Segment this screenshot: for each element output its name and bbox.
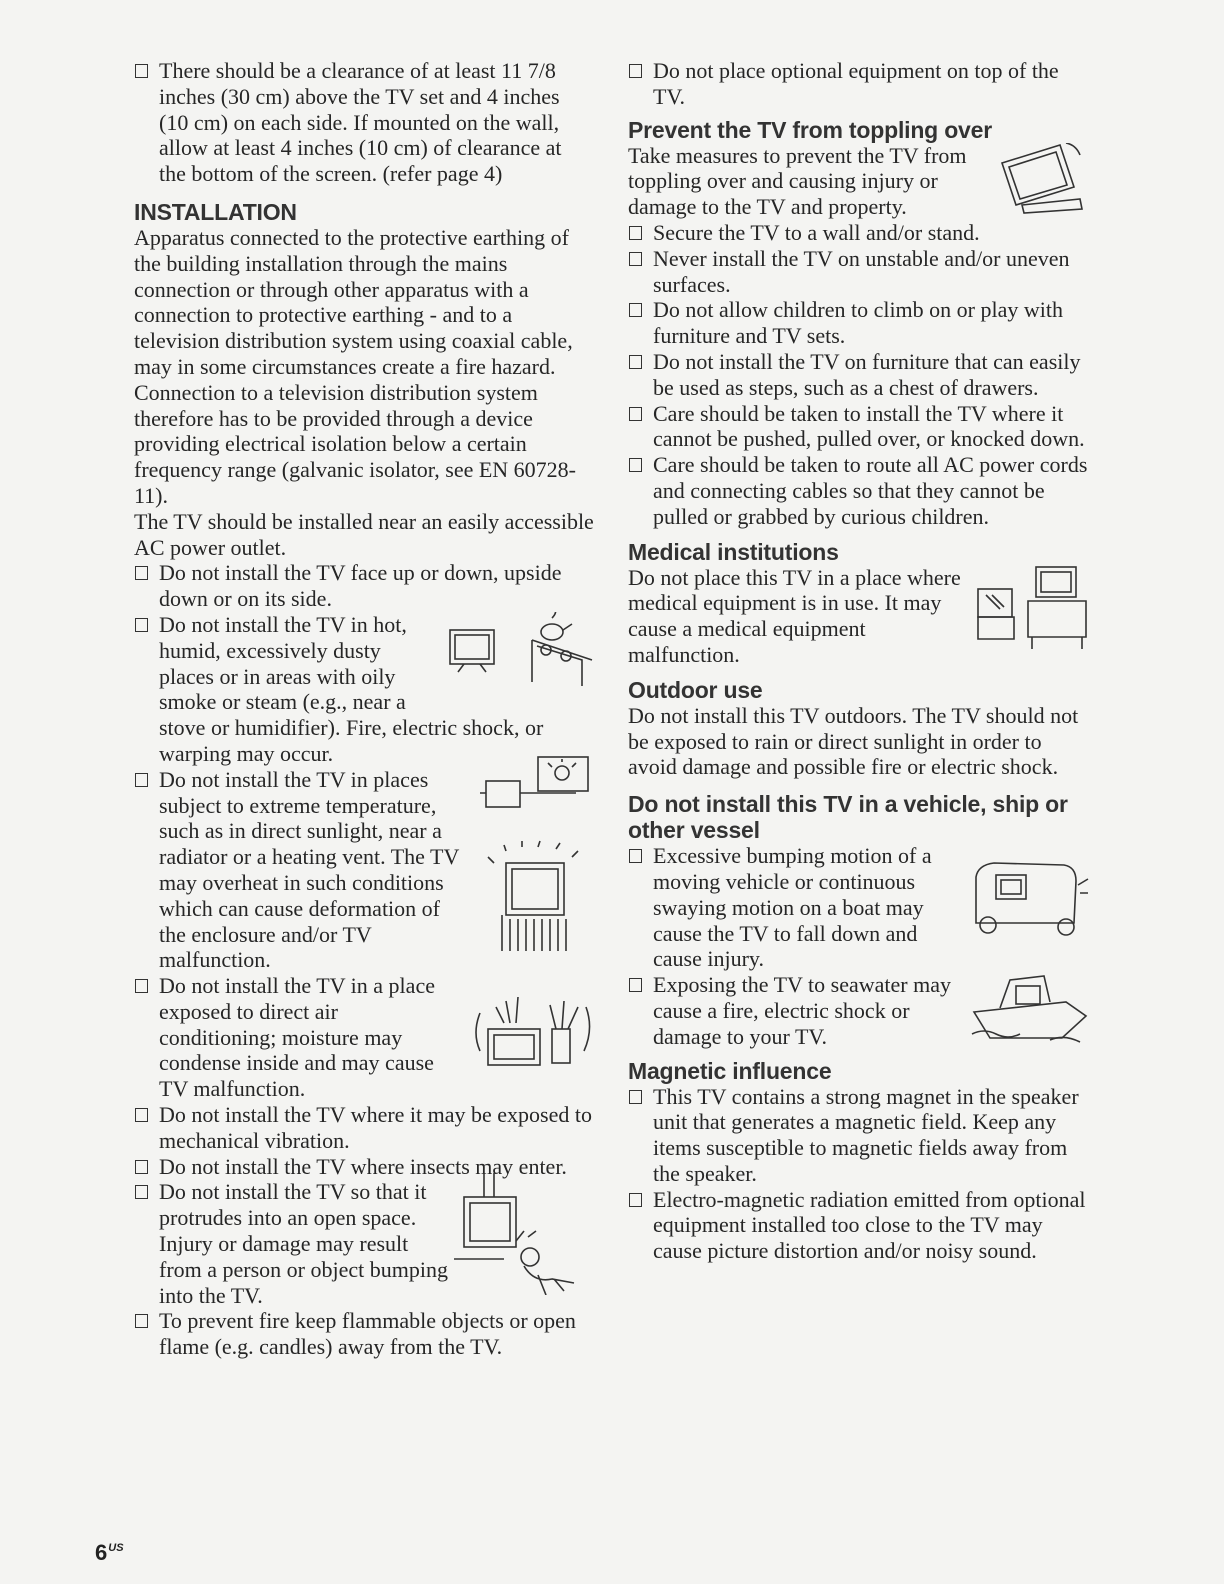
medical-paragraph: Do not place this TV in a place where medical equipment is in use. It may cause a medical equipment malfunction. (628, 565, 1090, 668)
list-item: Do not install the TV where it may be exposed to mechanical vibration. (134, 1102, 594, 1154)
optional-equipment-item: Do not place optional equipment on top of the TV. (628, 58, 1090, 110)
toppling-heading: Prevent the TV from toppling over (628, 116, 992, 143)
list-item: Do not install the TV in places subject to extreme temperature, such as in direct sunlight, near a radiator or a heating vent. The TV may overheat in such conditions which can cause deformation of the enclosure and/or TV malfunction. (134, 767, 594, 973)
checkbox-icon (135, 979, 148, 993)
checkbox-icon (629, 978, 642, 992)
list-item: Exposing the TV to seawater may cause a fire, electric shock or damage to your TV. (628, 972, 1090, 1049)
outdoor-heading: Outdoor use (628, 676, 763, 703)
list-item: This TV contains a strong magnet in the speaker unit that generates a magnetic field. Keep any items susceptible to magnetic fields away from the speaker. (628, 1084, 1090, 1187)
tv-near-stove-icon (442, 612, 594, 690)
checkbox-icon (629, 303, 642, 317)
list-item: Excessive bumping motion of a moving vehicle or continuous swaying motion on a boat may cause the TV to fall down and cause injury. (628, 843, 1090, 972)
tv-protruding-bump-icon (454, 1171, 594, 1295)
list-item: Do not allow children to climb on or play with furniture and TV sets. (628, 297, 1090, 349)
list-item: Never install the TV on unstable and/or uneven surfaces. (628, 246, 1090, 298)
clearance-item (134, 58, 594, 187)
list-item: Care should be taken to install the TV where it cannot be pushed, pulled over, or knocked down. (628, 401, 1090, 453)
list-item: Do not install the TV in hot, humid, excessively dusty places or in areas with oily smoke or steam (e.g., near a stove or humidifier). Fire, electric shock, or warping may occur. (134, 612, 594, 767)
clearance-text: There should be a clearance of at least 11 7/8 inches (30 cm) above the TV set and 4 inches (10 cm) on each side. If mounted on the wall, allow at least 4 inches (10 cm) of clearance at the bottom of the screen. (refer page 4) (159, 58, 562, 187)
checkbox-icon (135, 1108, 148, 1122)
checkbox-icon (629, 355, 642, 369)
checkbox-icon (629, 1090, 642, 1104)
checkbox-icon (629, 407, 642, 421)
checkbox-icon (629, 1193, 642, 1207)
toppling-paragraph: Take measures to prevent the TV from toppling over and causing injury or damage to the TV and property. (628, 143, 1090, 220)
checkbox-icon (629, 849, 642, 863)
tv-sunlight-radiator-icon (476, 753, 594, 953)
page-number: $6^{US}$ (95, 1540, 124, 1565)
list-item: To prevent fire keep flammable objects or open flame (e.g. candles) away from the TV. (134, 1308, 594, 1360)
magnetic-heading: Magnetic influence (628, 1057, 832, 1084)
checkbox-icon (135, 1160, 148, 1174)
list-item: Do not install the TV where insects may enter. (134, 1154, 594, 1180)
checkbox-icon (135, 618, 148, 632)
checkbox-icon (629, 252, 642, 266)
vehicle-heading: Do not install this TV in a vehicle, ship or other vessel (628, 791, 1068, 844)
toppling-tv-icon (992, 143, 1084, 215)
outdoor-paragraph: Do not install this TV outdoors. The TV should not be exposed to rain or direct sunlight in order to avoid damage and possible fire or electric shock. (628, 702, 1079, 780)
checkbox-icon (135, 64, 148, 78)
page-suffix: US (108, 1542, 124, 1554)
list-item: Do not install the TV on furniture that can easily be used as steps, such as a chest of drawers. (628, 349, 1090, 401)
list-item: Secure the TV to a wall and/or stand. (628, 220, 1090, 246)
installation-paragraph: Apparatus connected to the protective earthing of the building installation through the mains connection or through other apparatus with a connection to protective earthing - and to a television distribution system using coaxial cable, may in some circumstances create a fire hazard. Connection to a television distribution system therefore has to be provided through a device providing electrical isolation below a certain frequency range (galvanic isolator, see EN 60728-11). (134, 224, 576, 508)
tv-on-boat-icon (970, 972, 1090, 1046)
right-column (628, 58, 1090, 1264)
checkbox-icon (135, 1185, 148, 1199)
medical-heading: Medical institutions (628, 538, 839, 565)
checkbox-icon (135, 566, 148, 580)
medical-equipment-icon (974, 565, 1090, 655)
checkbox-icon (135, 773, 148, 787)
checkbox-icon (135, 1314, 148, 1328)
installation-heading: INSTALLATION (134, 198, 297, 225)
list-item: Do not install the TV face up or down, upside down or on its side. (134, 560, 594, 612)
list-item: Do not install the TV so that it protrudes into an open space. Injury or damage may result from a person or object bumping into the TV. (134, 1179, 594, 1308)
left-column (134, 58, 594, 1360)
tv-in-vehicle-icon (970, 857, 1090, 937)
checkbox-icon (629, 458, 642, 472)
list-item: Electro-magnetic radiation emitted from optional equipment installed too close to the TV may cause picture distortion and/or noisy sound. (628, 1187, 1090, 1264)
checkbox-icon (629, 226, 642, 240)
outlet-paragraph: The TV should be installed near an easily accessible AC power outlet. (134, 508, 594, 560)
checkbox-icon (629, 64, 642, 78)
tv-air-conditioning-icon (466, 993, 594, 1071)
list-item: Do not install the TV in a place exposed to direct air conditioning; moisture may condense inside and may cause TV malfunction. (134, 973, 594, 1102)
list-item: Care should be taken to route all AC power cords and connecting cables so that they cannot be pulled or grabbed by curious children. (628, 452, 1090, 529)
